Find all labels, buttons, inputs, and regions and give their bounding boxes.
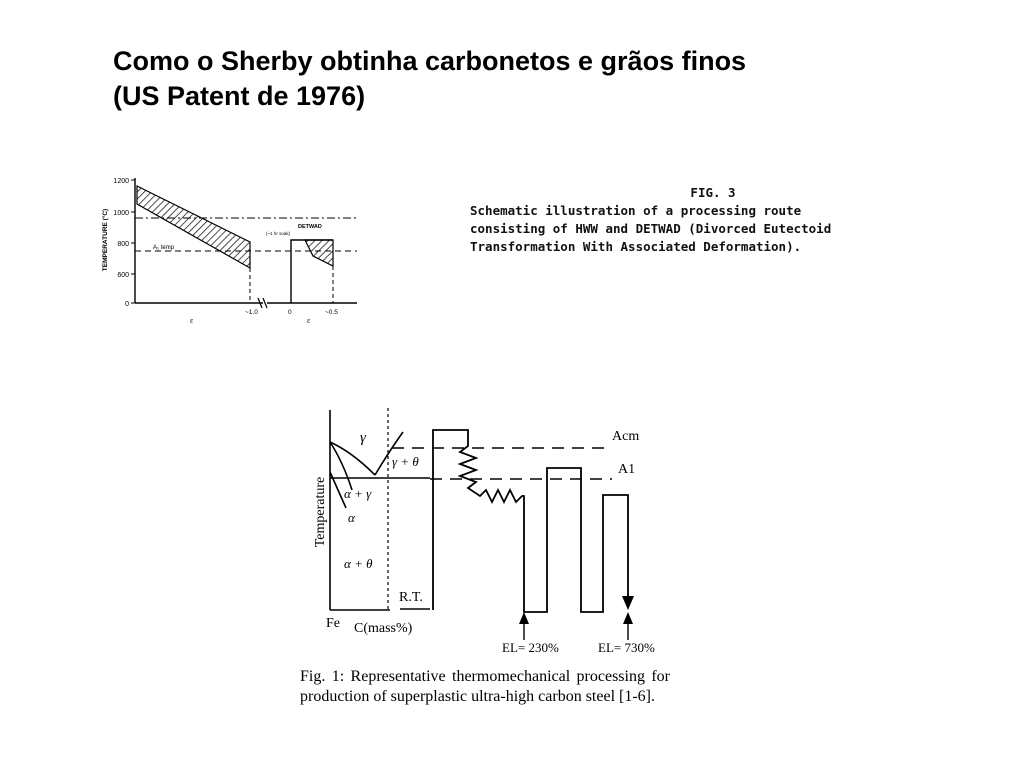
fig3-caption-line-3: Transformation With Associated Deformation).	[470, 239, 802, 254]
line-label-acm: Acm	[612, 429, 640, 444]
fig3-x-label-1: ε	[190, 316, 194, 325]
phase-gamma-theta: γ + θ	[392, 454, 419, 469]
fig3-detwad-sub: (~1 hr soak)	[266, 231, 291, 236]
fig3-x-tick-0: 0	[288, 309, 292, 316]
slide-title-line-1: Como o Sherby obtinha carbonetos e grãos finos	[113, 46, 747, 76]
slide-title	[113, 44, 973, 114]
fig3-x-tick-1: ~1.0	[245, 309, 258, 316]
fig1-y-axis-label: Temperature	[313, 476, 328, 548]
phase-alpha-gamma: α + γ	[344, 486, 372, 501]
fig1-caption: Fig. 1: Representative thermomechanical processing for production of superplastic ultra-high carbon steel [1-6].	[300, 668, 670, 705]
fig3-a1-label: A₁ temp	[153, 245, 175, 251]
line-label-a1: A1	[618, 462, 636, 477]
fig3-schematic	[95, 170, 365, 330]
fig3-caption-line-2: consisting of HWW and DETWAD (Divorced Eutectoid	[470, 221, 832, 236]
fig3-y-axis-label: TEMPERATURE (°C)	[102, 208, 109, 272]
fig1-schematic	[300, 400, 680, 662]
fig3-caption	[470, 184, 920, 256]
fig1-x-label-fe: Fe	[326, 616, 340, 631]
fig3-x-label-2: ε	[307, 316, 311, 325]
elongation-730: EL= 730%	[598, 640, 655, 655]
fig3-caption-line-1: Schematic illustration of a processing route	[470, 203, 802, 218]
fig3-hww-band	[137, 186, 250, 268]
phase-gamma: γ	[360, 430, 366, 446]
fig3-y-tick-800: 800	[117, 241, 129, 248]
fig3-y-tick-0: 0	[125, 301, 129, 308]
slide-title-line-2: (US Patent de 1976)	[113, 81, 366, 111]
phase-alpha-theta: α + θ	[344, 556, 373, 571]
fig3-detwad-label: DETWAD	[298, 224, 322, 230]
fig3-detwad-band	[305, 240, 333, 266]
processing-route	[433, 430, 628, 612]
fig3-y-tick-600: 600	[117, 272, 129, 279]
fig3-y-tick-1200: 1200	[113, 178, 129, 185]
fig3-y-tick-1000: 1000	[113, 210, 129, 217]
fig3-label: FIG. 3	[690, 185, 736, 200]
fig3-x-tick-05: ~0.5	[325, 309, 338, 316]
fig1-x-label-c: C(mass%)	[354, 621, 413, 636]
line-label-rt: R.T.	[399, 590, 423, 605]
phase-alpha: α	[348, 510, 355, 525]
elongation-230: EL= 230%	[502, 640, 559, 655]
